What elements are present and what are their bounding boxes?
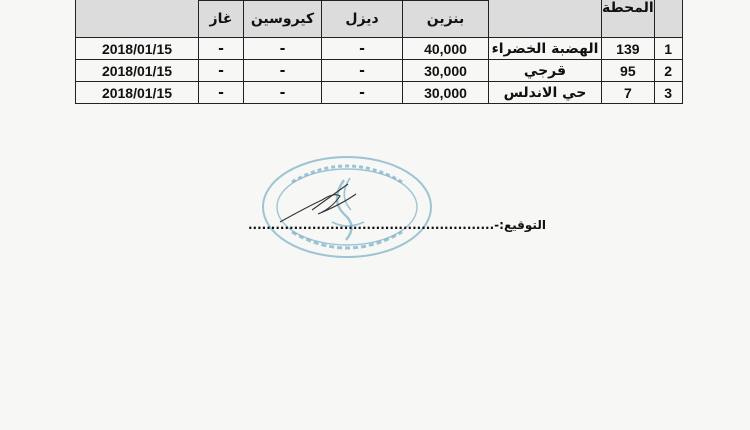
cell-diesel: - bbox=[322, 38, 403, 60]
cell-station-no: 7 bbox=[602, 82, 655, 104]
header-kerosene: كيروسين bbox=[244, 1, 322, 38]
header-station-name bbox=[489, 0, 602, 38]
cell-date: 2018/01/15 bbox=[76, 38, 199, 60]
header-petrol: بنزين bbox=[403, 1, 489, 38]
cell-kerosene: - bbox=[244, 82, 322, 104]
header-seq bbox=[654, 0, 682, 38]
cell-petrol: 30,000 bbox=[403, 82, 489, 104]
cell-station-name: قرجي bbox=[489, 60, 602, 82]
cell-station-no: 95 bbox=[602, 60, 655, 82]
table-row bbox=[76, 60, 683, 82]
cell-petrol: 40,000 bbox=[403, 38, 489, 60]
header-diesel: ديزل bbox=[322, 1, 403, 38]
official-stamp bbox=[252, 152, 442, 272]
cell-gas: - bbox=[199, 82, 244, 104]
cell-diesel: - bbox=[322, 60, 403, 82]
cell-petrol: 30,000 bbox=[403, 60, 489, 82]
header-station-no: المحطة bbox=[602, 0, 655, 38]
cell-seq: 1 bbox=[654, 38, 682, 60]
cell-station-name: الهضبة الخضراء bbox=[489, 38, 602, 60]
fuel-distribution-table bbox=[75, 0, 683, 104]
cell-kerosene: - bbox=[244, 60, 322, 82]
signature-label: التوقيع:- bbox=[494, 218, 546, 232]
cell-station-name: حي الاندلس bbox=[489, 82, 602, 104]
header-gas: غاز bbox=[199, 1, 244, 38]
cell-seq: 3 bbox=[654, 82, 682, 104]
cell-kerosene: - bbox=[244, 38, 322, 60]
cell-gas: - bbox=[199, 38, 244, 60]
cell-seq: 2 bbox=[654, 60, 682, 82]
cell-date: 2018/01/15 bbox=[76, 82, 199, 104]
signature-line bbox=[248, 218, 546, 232]
signature-dots: ...................................................... bbox=[248, 218, 495, 232]
table-row bbox=[76, 38, 683, 60]
cell-diesel: - bbox=[322, 82, 403, 104]
cell-gas: - bbox=[199, 60, 244, 82]
table-row bbox=[76, 82, 683, 104]
header-date bbox=[76, 0, 199, 38]
cell-station-no: 139 bbox=[602, 38, 655, 60]
cell-date: 2018/01/15 bbox=[76, 60, 199, 82]
